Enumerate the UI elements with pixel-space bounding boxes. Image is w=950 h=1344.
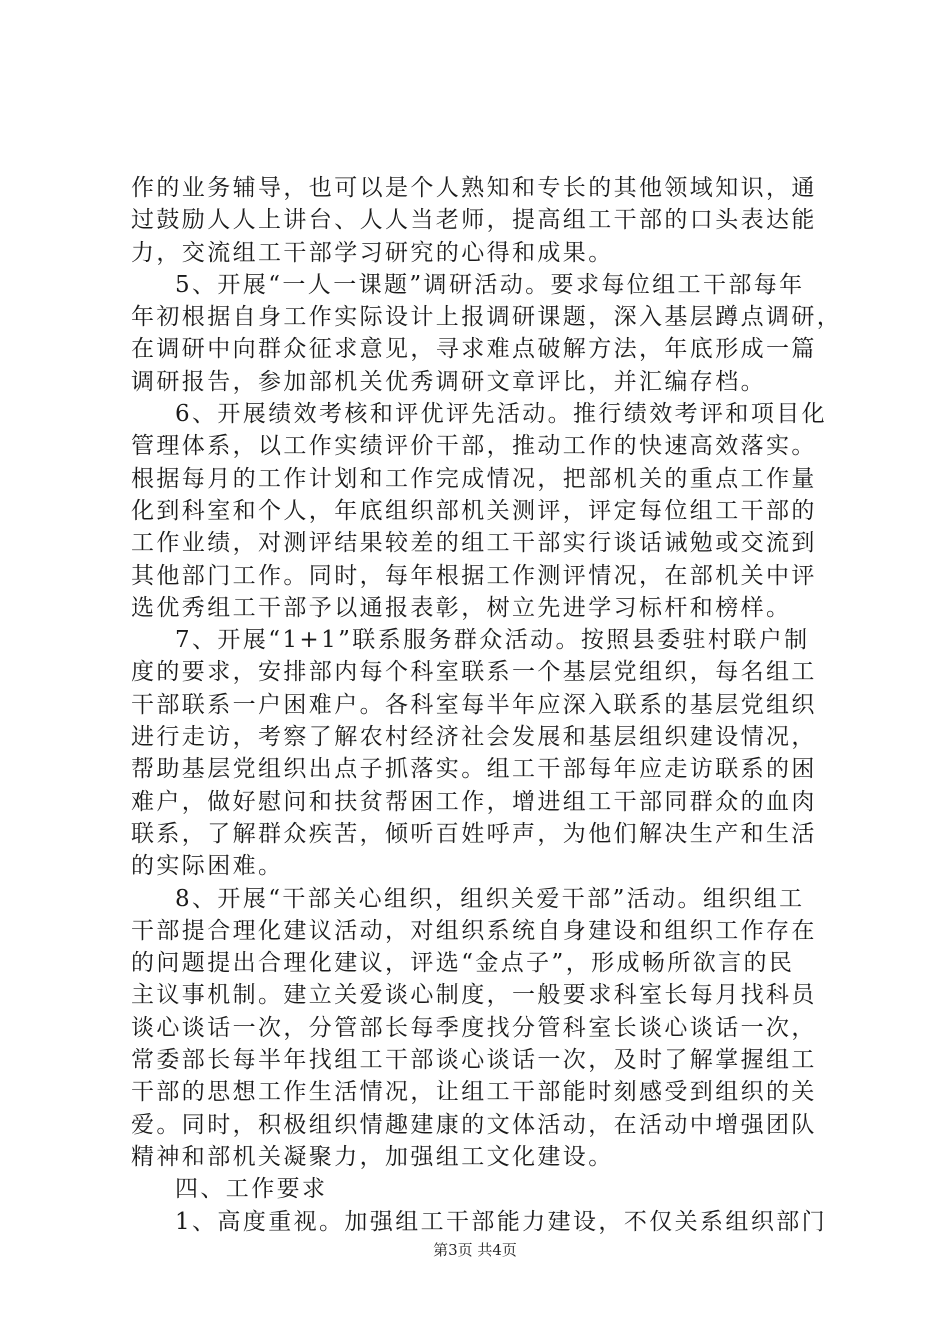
text-line: 帮助基层党组织出点子抓落实。组工干部每年应走访联系的困 [131,756,817,783]
text-line: 力，交流组工干部学习研究的心得和成果。 [131,239,614,266]
text-line: 干部联系一户困难户。各科室每半年应深入联系的基层党组织 [131,691,817,718]
text-line: 进行走访，考察了解农村经济社会发展和基层组织建设情况， [131,724,817,751]
paragraph-heading-5: 5、开展“一人一课题”调研活动。要求每位组工干部每年 [175,271,805,298]
text-line: 精神和部机关凝聚力，加强组工文化建设。 [131,1143,614,1170]
text-line: 管理体系，以工作实绩评价干部，推动工作的快速高效落实。 [131,433,817,460]
paragraph-heading-7: 7、开展“1+1”联系服务群众活动。按照县委驻村联户制 [175,627,810,654]
section-heading: 四、工作要求 [175,1176,328,1203]
text-line: 的实际困难。 [131,853,284,880]
paragraph-heading-1: 1、高度重视。加强组工干部能力建设，不仅关系组织部门 [175,1208,828,1235]
text-line: 在调研中向群众征求意见，寻求难点破解方法，年底形成一篇 [131,336,817,363]
text-line: 化到科室和个人，年底组织部机关测评，评定每位组工干部的 [131,497,817,524]
body-text [131,172,841,1238]
text-line: 谈心谈话一次，分管部长每季度找分管科室长谈心谈话一次， [131,1014,817,1041]
text-line: 过鼓励人人上讲台、人人当老师，提高组工干部的口头表达能 [131,207,817,234]
text-line: 难户，做好慰问和扶贫帮困工作，增进组工干部同群众的血肉 [131,788,817,815]
text-line: 其他部门工作。同时，每年根据工作测评情况，在部机关中评 [131,562,817,589]
text-line: 度的要求，安排部内每个科室联系一个基层党组织，每名组工 [131,659,817,686]
text-line: 干部提合理化建议活动，对组织系统自身建设和组织工作存在 [131,917,817,944]
text-line: 常委部长每半年找组工干部谈心谈话一次，及时了解掌握组工 [131,1047,817,1074]
text-line: 爱。同时，积极组织情趣建康的文体活动，在活动中增强团队 [131,1111,817,1138]
text-line: 年初根据自身工作实际设计上报调研课题，深入基层蹲点调研， [131,304,843,331]
paragraph-heading-8: 8、开展“干部关心组织，组织关爱干部”活动。组织组工 [175,885,805,912]
text-line: 的问题提出合理化建议，评选“金点子”，形成畅所欲言的民 [131,950,795,977]
text-line: 根据每月的工作计划和工作完成情况，把部机关的重点工作量 [131,465,817,492]
text-line: 主议事机制。建立关爱谈心制度，一般要求科室长每月找科员 [131,982,817,1009]
text-line: 选优秀组工干部予以通报表彰，树立先进学习标杆和榜样。 [131,594,792,621]
paragraph-heading-6: 6、开展绩效考核和评优评先活动。推行绩效考评和项目化 [175,401,828,428]
text-line: 联系，了解群众疾苦，倾听百姓呼声，为他们解决生产和生活 [131,820,817,847]
text-line: 干部的思想工作生活情况，让组工干部能时刻感受到组织的关 [131,1079,817,1106]
text-line: 作的业务辅导，也可以是个人熟知和专长的其他领域知识，通 [131,175,817,201]
text-line: 调研报告，参加部机关优秀调研文章评比，并汇编存档。 [131,368,766,395]
page-footer: 第3页 共4页 [433,1241,517,1259]
text-line: 工作业绩，对测评结果较差的组工干部实行谈话诫勉或交流到 [131,530,817,557]
